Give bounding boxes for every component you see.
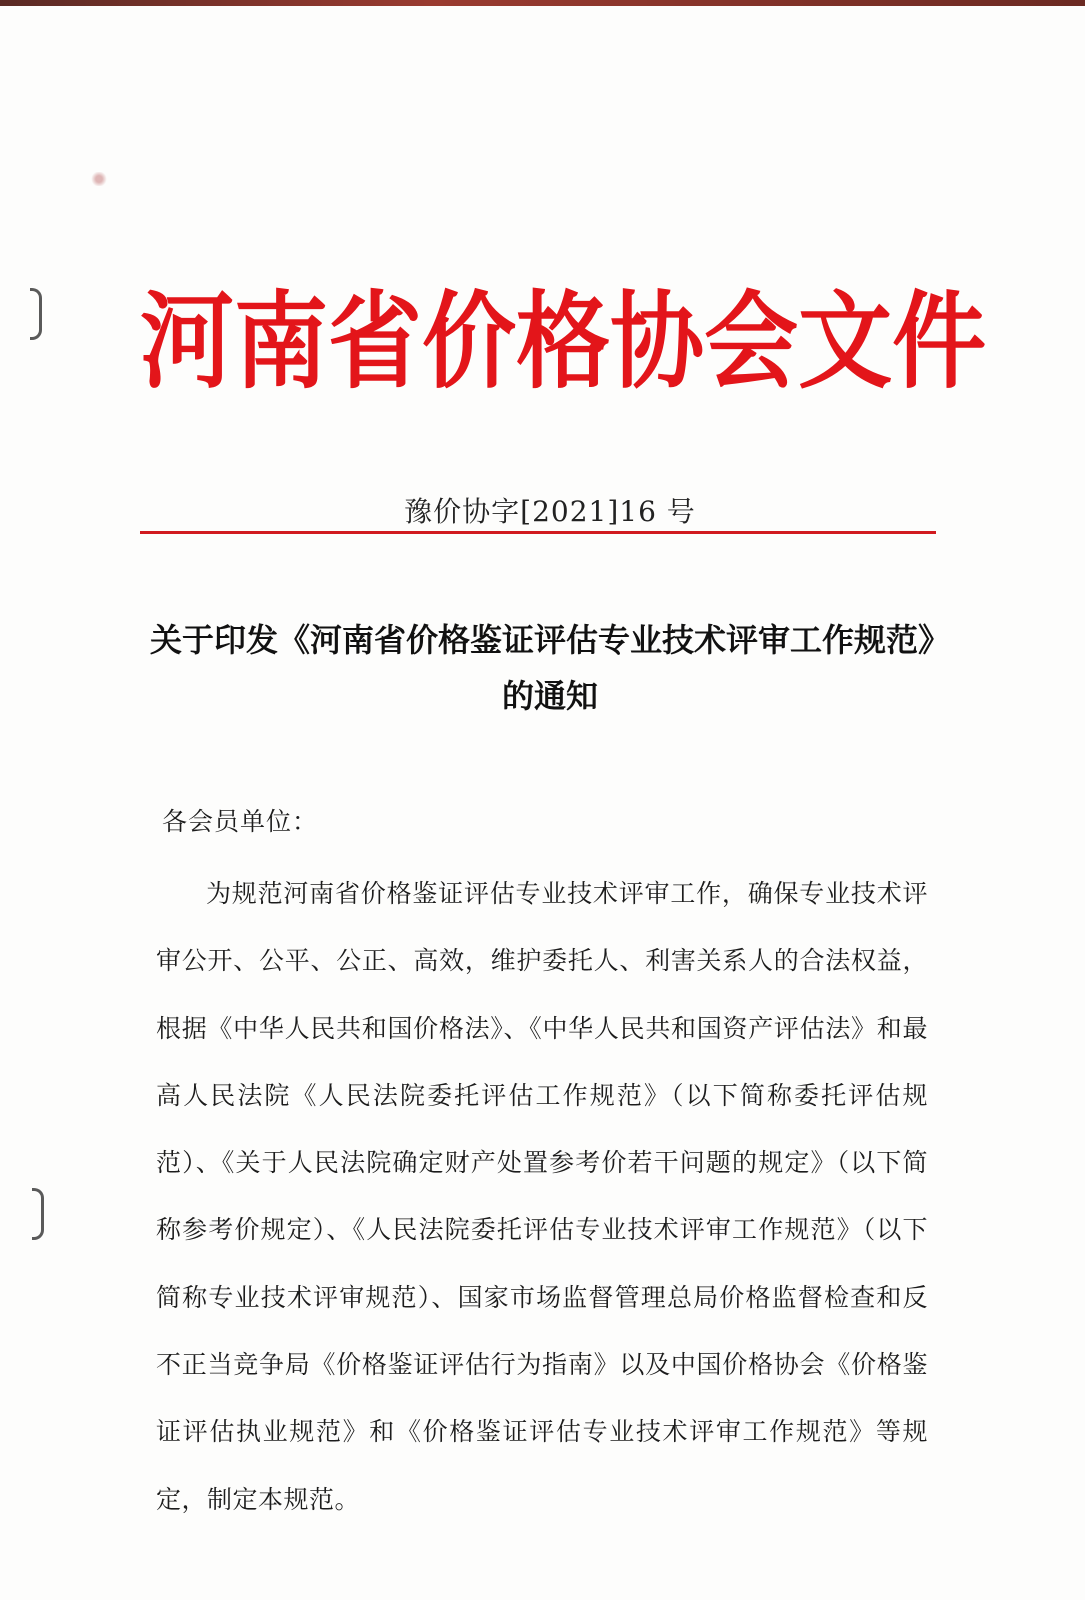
- header-char: 南: [234, 279, 329, 404]
- document-number: 豫价协字[2021]16 号: [404, 495, 696, 528]
- header-char: 格: [516, 279, 611, 404]
- document-header: [140, 262, 987, 404]
- salutation: 各会员单位：: [162, 807, 319, 836]
- header-divider: [140, 531, 936, 534]
- header-char: 会: [704, 279, 799, 404]
- notice-title: 关于印发《河南省价格鉴证评估专业技术评审工作规范》的通知: [150, 621, 951, 715]
- staple-mark-lower: [32, 1188, 44, 1240]
- page-top-edge: [0, 0, 1085, 6]
- header-char: 协: [610, 279, 705, 404]
- body-paragraph: 为规范河南省价格鉴证评估专业技术评审工作，确保专业技术评审公开、公平、公正、高效，维护委托人、利害关系人的合法权益，根据《中华人民共和国价格法》、《中华人民共和国资产评估法》和最高人民法院《人民法院委托评估工作规范》（以下简称委托评估规范）、《关于人民法院确定财产处置参考价若干问题的规定》（以下简称参考价规定）、《人民法院委托评估专业技术评审工作规范》（以下简称专业技术评审规范）、国家市场监督管理总局价格监督检查和反不正当竞争局《价格鉴证评估行为指南》以及中国价格协会《价格鉴证评估执业规范》和《价格鉴证评估专业技术评审工作规范》等规定，制定本规范。: [156, 879, 928, 1514]
- staple-mark-upper: [30, 288, 42, 340]
- header-char: 省: [328, 279, 423, 404]
- paper-mark: [88, 172, 110, 186]
- header-char: 价: [422, 279, 517, 404]
- header-char: 文: [798, 279, 893, 404]
- header-char: 河: [140, 279, 235, 404]
- header-char: 件: [892, 279, 987, 404]
